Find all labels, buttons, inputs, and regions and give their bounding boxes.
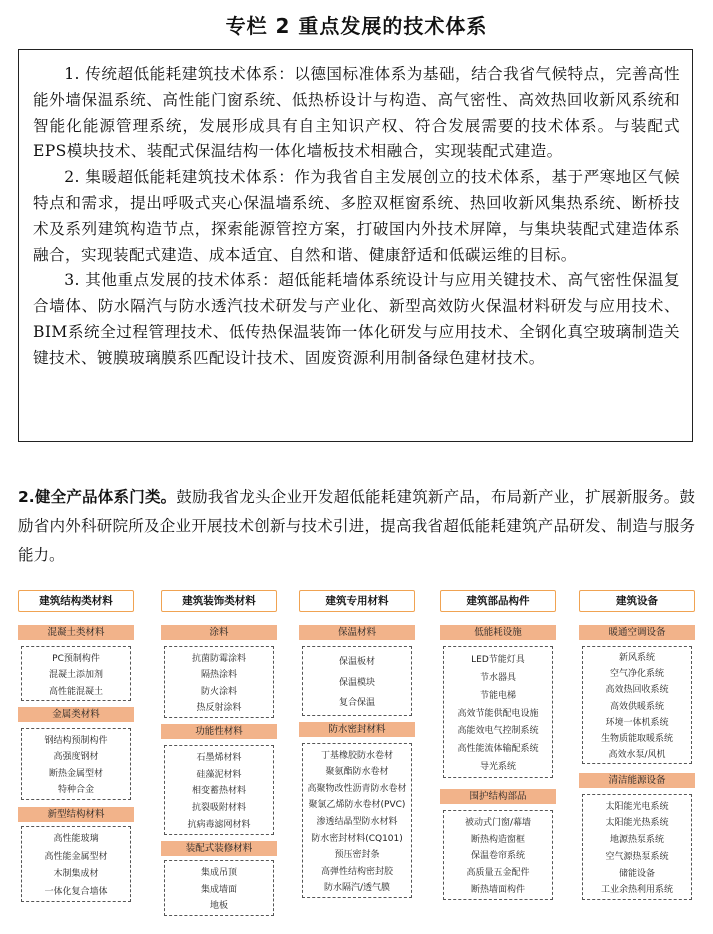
list-item: 丁基橡胶防水卷材 (320, 750, 393, 761)
list-item: 高效节能供配电设施 (457, 708, 539, 719)
list-item: 节水器具 (479, 672, 516, 683)
list-item: 保温卷帘系统 (470, 851, 525, 862)
list-item: 储能设备 (618, 868, 655, 879)
list-item: 工业余热利用系统 (600, 885, 673, 896)
list-item: 一体化复合墙体 (44, 886, 108, 897)
list-item: 抗裂吸附材料 (191, 803, 246, 814)
list-item: 相变蓄热材料 (191, 786, 246, 797)
item-list (164, 745, 274, 835)
list-item: 硅藻泥材料 (196, 769, 242, 780)
list-item: 防水密封材料(CQ101) (311, 833, 403, 844)
list-item: 地板 (209, 901, 228, 912)
diagram-column (579, 590, 695, 896)
box-paragraph: 1. 传统超低能耗建筑技术体系：以德国标准体系为基础，结合我省气候特点，完善高性能外墙保温系统、高性能门窗系统、低热桥设计与构造、高气密性、高效热回收新风系统和智能化能源管理系统，发展形成具有自主知识产权、符合发展需要的技术体系。与装配式EPS模块技术、装配式保温结构一体化墙板技术相融合，实现装配式建造。 (33, 65, 680, 161)
list-item: 保温板材 (338, 657, 375, 668)
list-item: 空气净化系统 (609, 669, 664, 680)
group-label: 装配式装修材料 (161, 841, 277, 856)
list-item: 高能效电气控制系统 (457, 726, 539, 737)
item-list (443, 646, 553, 778)
diagram-column (18, 590, 134, 897)
column-header: 建筑结构类材料 (18, 590, 134, 612)
list-item: 防火涂料 (200, 686, 237, 697)
list-item: 复合保温 (338, 697, 375, 708)
group-label: 金属类材料 (18, 707, 134, 722)
list-item: 空气源热泵系统 (605, 851, 669, 862)
group-label: 功能性材料 (161, 724, 277, 739)
list-item: 节能电梯 (479, 690, 516, 701)
item-list (302, 646, 412, 716)
list-item: 特种合金 (57, 785, 94, 796)
group-label: 保温材料 (299, 625, 415, 640)
list-item: 导光系统 (479, 762, 516, 773)
section-body: 鼓励我省龙头企业开发超低能耗建筑新产品，布局新产业，扩展新服务。鼓励省内外科研院所及企业开展技术创新与技术引进，提高我省超低能耗建筑产品研发、制造与服务能力。 (18, 488, 695, 564)
list-item: 断热金属型材 (48, 768, 103, 779)
item-list (582, 646, 692, 764)
box-paragraph: 2. 集暖超低能耗建筑技术体系：作为我省自主发展创立的技术体系，基于严寒地区气候特点和需求，提出呼吸式夹心保温墙系统、多腔双框窗系统、热回收新风集热系统、断桥技术及系列建筑构造节点，探索能源管控方案，打破国内外技术屏障，与集块装配式建造体系融合，实现装配式建造、成本适宜、自然和谐、健康舒适和低碳运维的目标。 (33, 168, 680, 264)
item-list (164, 646, 274, 718)
list-item: 渗透结晶型防水材料 (316, 816, 398, 827)
group-label: 围护结构部品 (440, 789, 556, 804)
page-title: 专栏 2 重点发展的技术体系 (225, 14, 488, 38)
list-item: 地源热泵系统 (609, 835, 664, 846)
list-item: 新风系统 (618, 653, 655, 664)
list-item: 高弹性结构密封胶 (320, 866, 393, 877)
list-item: 生物质能取暖系统 (600, 733, 673, 744)
list-item: 热反射涂料 (196, 703, 242, 714)
group-label: 新型结构材料 (18, 807, 134, 822)
list-item: 断热墙面构件 (470, 885, 525, 896)
list-item: 太阳能光电系统 (605, 801, 669, 812)
list-item: 高性能玻璃 (53, 834, 99, 845)
list-item: 预压密封条 (334, 850, 380, 861)
list-item: 断热构造窗框 (470, 834, 525, 845)
list-item: 高性能流体输配系统 (457, 744, 539, 755)
item-list (21, 728, 131, 800)
group-label: 涂料 (161, 625, 277, 640)
item-list (582, 794, 692, 900)
list-item: 高效供暖系统 (609, 701, 664, 712)
column-header: 建筑部品构件 (440, 590, 556, 612)
list-item: 高质量五金配件 (466, 868, 530, 879)
list-item: 抗菌防霉涂料 (191, 653, 246, 664)
group-label: 低能耗设施 (440, 625, 556, 640)
list-item: 混凝土添加剂 (48, 670, 103, 680)
list-item: 被动式门窗/幕墙 (464, 817, 532, 828)
group-label: 清洁能源设备 (579, 773, 695, 788)
section-heading: 2.健全产品体系门类。 (18, 488, 177, 506)
list-item: 聚氯乙烯防水卷材(PVC) (308, 800, 406, 811)
section-paragraph (18, 483, 695, 570)
column-header: 建筑专用材料 (299, 590, 415, 612)
list-item: 太阳能光热系统 (605, 818, 669, 829)
list-item: 高性能金属型材 (44, 851, 108, 862)
column-header: 建筑设备 (579, 590, 695, 612)
item-list (21, 646, 131, 701)
item-list (21, 826, 131, 902)
diagram-column (299, 590, 415, 894)
list-item: LED节能灯具 (471, 654, 525, 665)
list-item: 高强度钢材 (53, 752, 99, 763)
column-header: 建筑装饰类材料 (161, 590, 277, 612)
list-item: 高效热回收系统 (605, 685, 669, 696)
list-item: 集成墙面 (200, 884, 237, 895)
group-label: 混凝土类材料 (18, 625, 134, 640)
product-system-diagram (0, 590, 713, 934)
item-list (164, 860, 274, 916)
list-item: 石墨烯材料 (196, 752, 242, 763)
list-item: 木制集成材 (53, 869, 99, 880)
diagram-column (161, 590, 277, 912)
list-item: PC预制构件 (52, 653, 100, 664)
list-item: 抗病毒滤网材料 (187, 820, 251, 831)
list-item: 保温模块 (338, 677, 375, 688)
list-item: 隔热涂料 (200, 670, 237, 681)
list-item: 高聚物改性沥青防水卷材 (307, 783, 407, 794)
item-list (302, 743, 412, 898)
item-list (443, 810, 553, 900)
list-item: 高效水泵/风机 (608, 749, 666, 760)
list-item: 聚氨酯防水卷材 (325, 767, 389, 778)
list-item: 集成吊顶 (200, 867, 237, 878)
feature-box (18, 49, 693, 442)
list-item: 钢结构预制构件 (44, 735, 108, 746)
list-item: 防水隔汽/透气膜 (323, 883, 391, 894)
list-item: 环境一体机系统 (605, 717, 669, 728)
diagram-column (440, 590, 556, 896)
box-paragraph: 3. 其他重点发展的技术体系：超低能耗墙体系统设计与应用关键技术、高气密性保温复合墙体、防水隔汽与防水透汽技术研发与产业化、新型高效防火保温材料研发与应用技术、BIM系统全过程管理技术、低传热保温装饰一体化研发与应用技术、全钢化真空玻璃制造关键技术、镀膜玻璃膜系匹配设计技术、固废资源利用制备绿色建材技术。 (33, 271, 680, 367)
group-label: 暖通空调设备 (579, 625, 695, 640)
list-item: 高性能混凝土 (48, 686, 103, 697)
group-label: 防水密封材料 (299, 722, 415, 737)
